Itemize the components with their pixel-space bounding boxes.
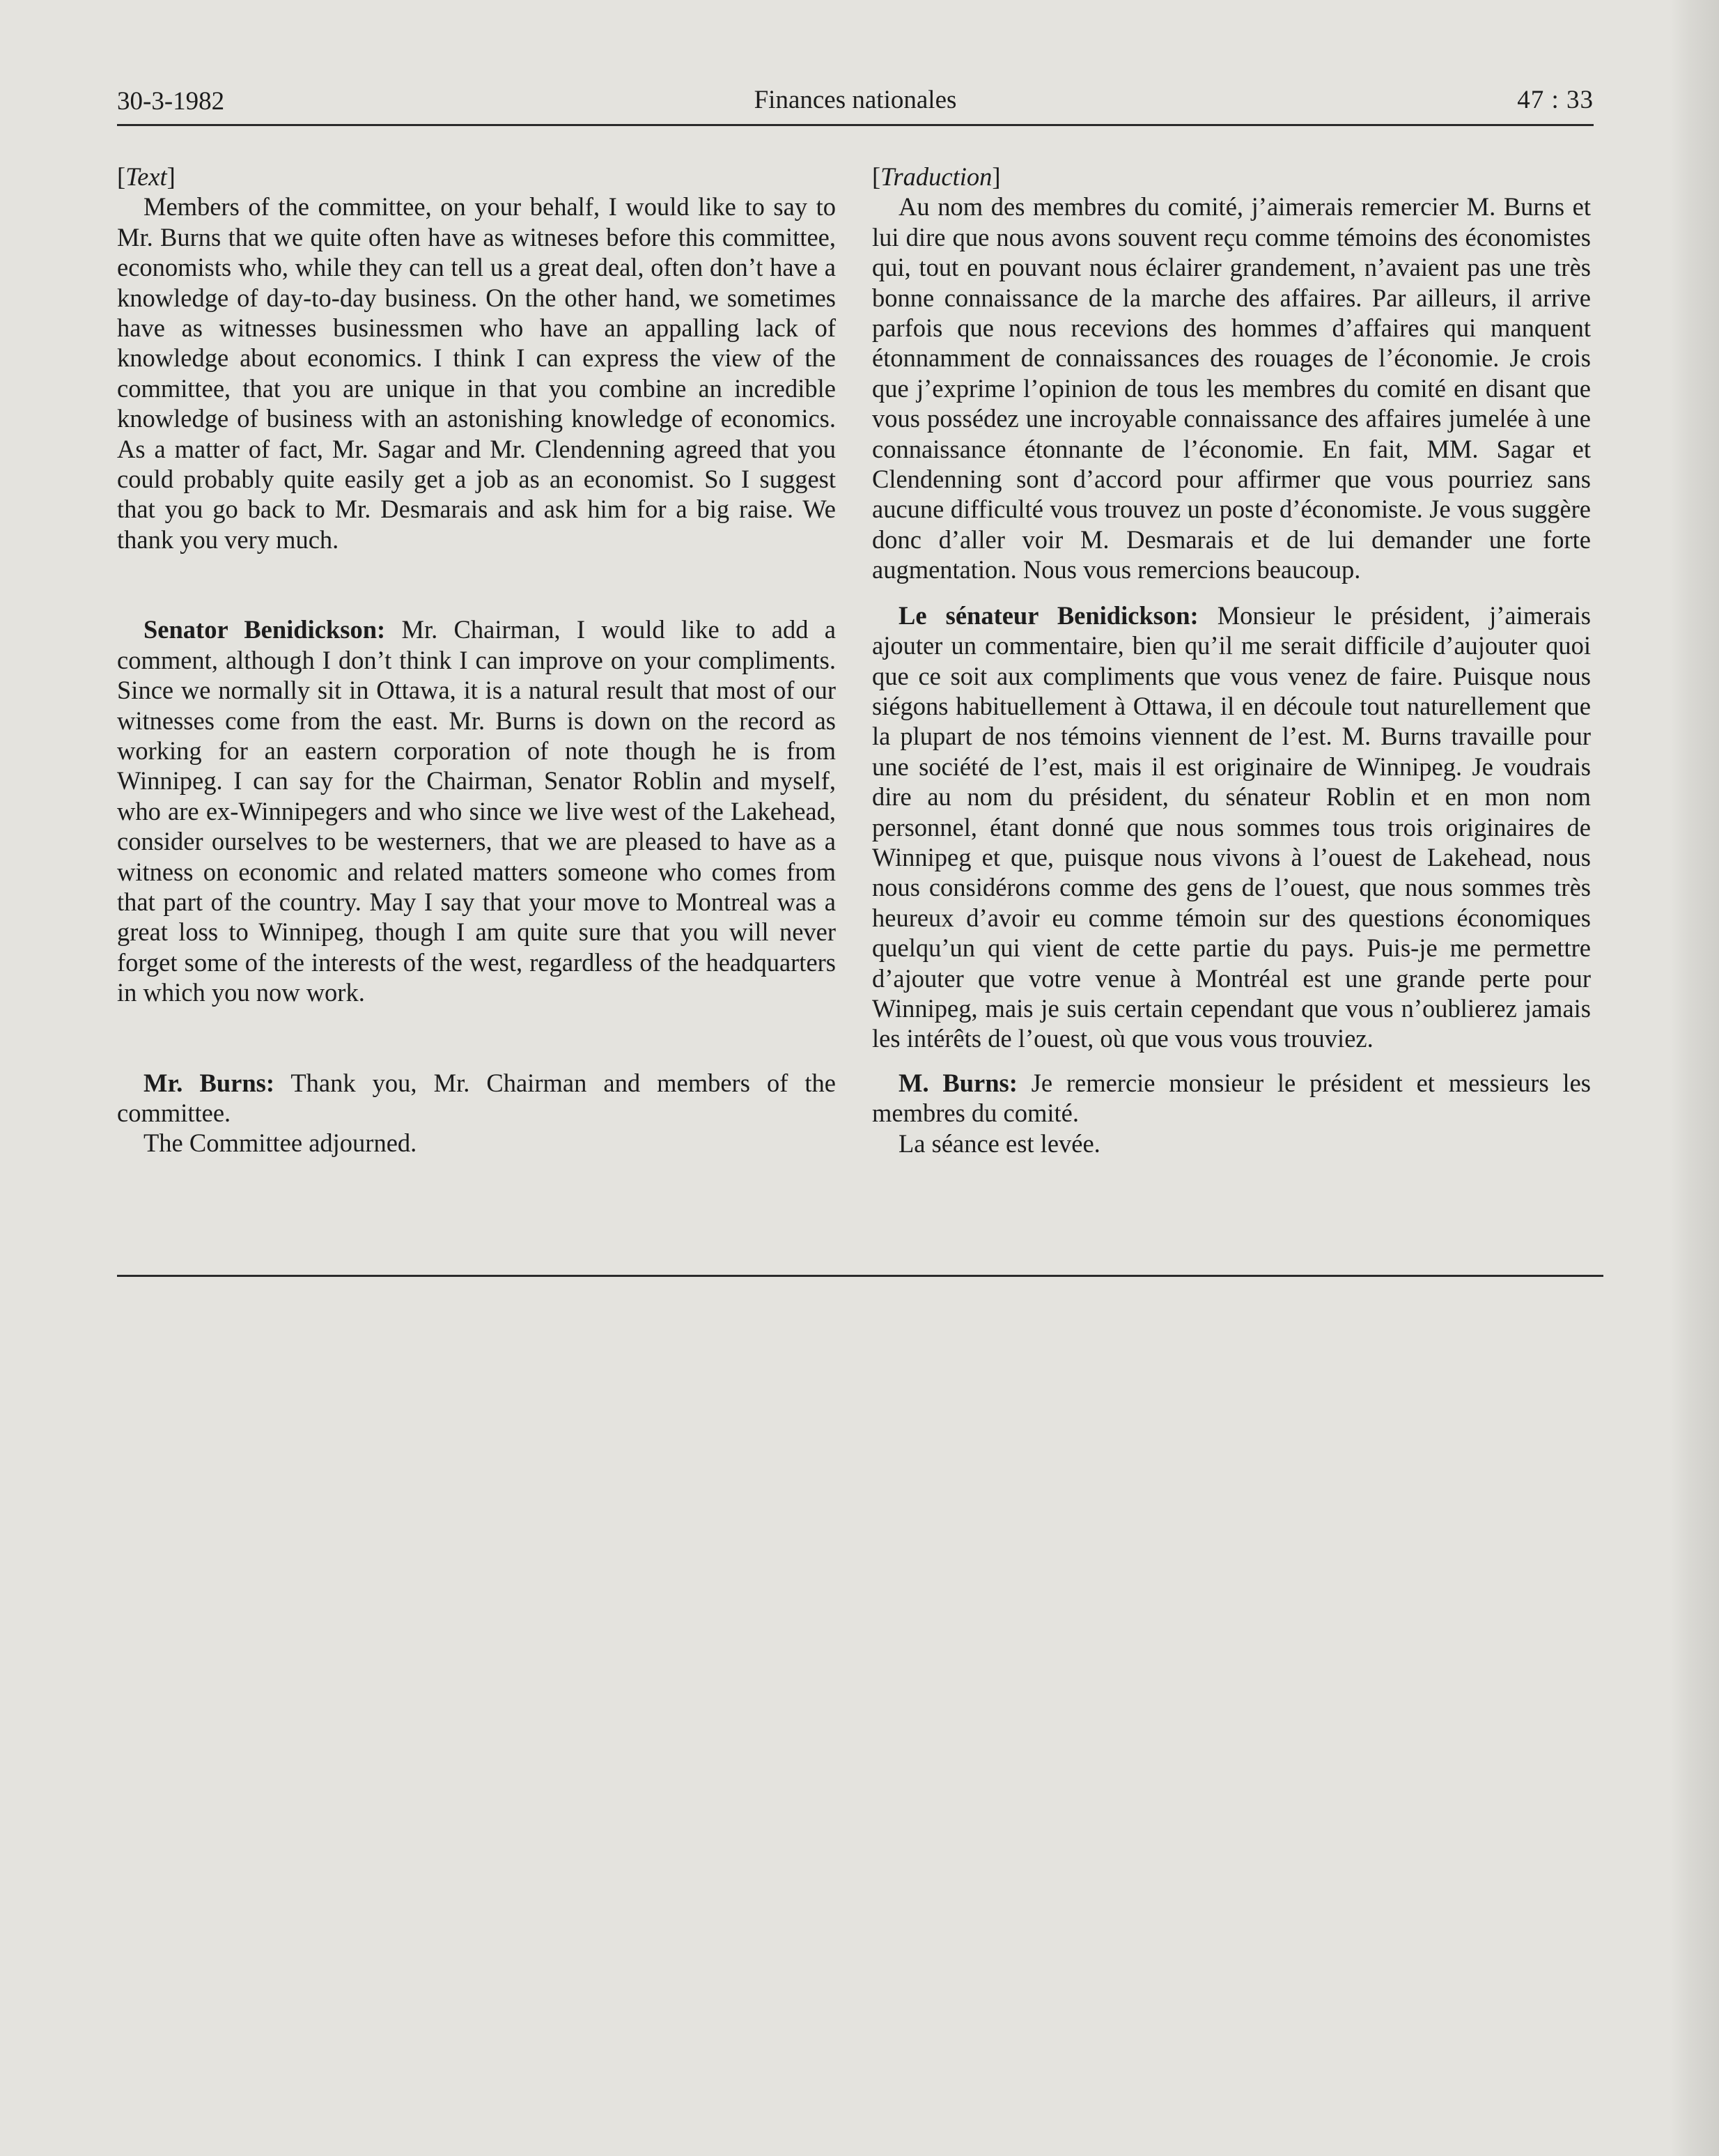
- remarks-text: Mr. Chairman, I would like to add a comment, although I don’t think I can improve on your compliments. Since we normally sit in Ottawa, it is a natural result that most of our witnesses come from the east. Mr. Burns is down on the record as working for an eastern corporation of note though he is from Winnipeg. I can say for the Chairman, Senator Roblin and myself, who are ex-Winnipegers and who since we live west of the Lakehead, consider ourselves to be westerners, that we are pleased to have as a witness on economic and related matters someone who comes from that part of the country. May I say that your move to Montreal was a great loss to Winnipeg, though I am quite sure that you will never forget some of the interests of the west, regardless of the headquarters in which you now work.: [117, 615, 836, 1007]
- language-tag-english: [Text]: [117, 162, 176, 191]
- adjournment-french: La séance est levée.: [899, 1129, 1100, 1158]
- burns-remarks-english: [117, 1068, 836, 1129]
- remarks-text: Monsieur le président, j’aimerais ajouter un commentaire, bien qu’il me serait difficile d’aujouter quoi que ce soit aux compliments que vous venez de faire. Puisque nous siégons habituellement à Ottawa, il en découle tout naturellement que la plupart de nos témoins viennent de l’est. M. Burns travaille pour une société de l’est, mais il est originaire de Winnipeg. Je voudrais dire au nom du président, du sénateur Roblin et en mon nom personnel, étant donné que nous sommes tous trois originaires de Winnipeg et que, puisque nous vivons à l’ouest de Lakehead, nous nous considérons comme des gens de l’ouest, que nous sommes très heureux d’avoir eu comme témoin sur des questions économiques quelqu’un qui vient de cette partie du pays. Puis-je me permettre d’ajouter que votre venue à Montréal est une grande perte pour Winnipeg, mais je suis certain cependant que vous n’oublierez jamais les intérêts de l’ouest, où que vous vous trouviez.: [872, 600, 1591, 1053]
- header-rule: [117, 124, 1594, 126]
- closing-rule: [117, 1275, 1603, 1277]
- chairman-remarks-french: Au nom des membres du comité, j’aimerais remercier M. Burns et lui dire que nous avons souvent reçu comme témoins des économistes qui, tout en pouvant nous éclairer grandement, n’avaient pas une très bonne connaissance de la marche des affaires. Par ailleurs, il arrive parfois que nous recevions des hommes d’affaires qui manquent étonnamment de connaissances des rouages de l’économie. Je crois que j’exprime l’opinion de tous les membres du comité en disant que vous possédez une incroyable connaissance des affaires jumelée à une connaissance étonnante de l’économie. En fait, MM. Sagar et Clendenning sont d’accord pour affirmer que vous pourriez sans aucune difficulté vous trouvez un poste d’économiste. Je vous suggère donc d’aller voir M. Desmarais et de lui demander une forte augmentation. Nous vous remercions beaucoup.: [872, 192, 1591, 584]
- remarks-text: Thank you, Mr. Chairman and members of the committee.: [117, 1068, 837, 1127]
- speaker-name: M. Burns:: [899, 1068, 1018, 1097]
- french-column: [872, 162, 1591, 1158]
- benidickson-remarks-english: [117, 614, 836, 1007]
- language-tag-french-text: Traduction: [880, 162, 993, 191]
- benidickson-remarks-french: [872, 600, 1591, 1054]
- adjournment-english: The Committee adjourned.: [143, 1129, 417, 1158]
- english-column: [117, 162, 836, 1158]
- burns-remarks-french: [872, 1068, 1591, 1129]
- speaker-name: Mr. Burns:: [143, 1068, 274, 1097]
- speaker-name: Le sénateur Benidickson:: [899, 600, 1199, 630]
- language-tag-french: [Traduction]: [872, 162, 1001, 191]
- header-page-number: 47 : 33: [1517, 86, 1594, 114]
- header-title: Finances nationales: [754, 86, 957, 114]
- language-tag-english-text: Text: [125, 162, 167, 191]
- remarks-text: Je remercie monsieur le président et messieurs les membres du comité.: [872, 1068, 1591, 1128]
- scan-page-edge: [1670, 0, 1719, 2156]
- chairman-remarks-english: Members of the committee, on your behalf, I would like to say to Mr. Burns that we quite often have as witneses before this committee, economists who, while they can tell us a great deal, often don’t have a knowledge of day-to-day business. On the other hand, we sometimes have as witnesses businessmen who have an appalling lack of knowledge about economics. I think I can express the view of the committee, that you are unique in that you combine an incredible knowledge of business with an astonishing knowledge of economics. As a matter of fact, Mr. Sagar and Mr. Clendenning agreed that you could probably quite easily get a job as an economist. So I suggest that you go back to Mr. Desmarais and ask him for a big raise. We thank you very much.: [117, 192, 836, 554]
- running-header: [117, 82, 1594, 124]
- header-date: 30-3-1982: [117, 87, 225, 116]
- speaker-name: Senator Benidickson:: [143, 615, 386, 644]
